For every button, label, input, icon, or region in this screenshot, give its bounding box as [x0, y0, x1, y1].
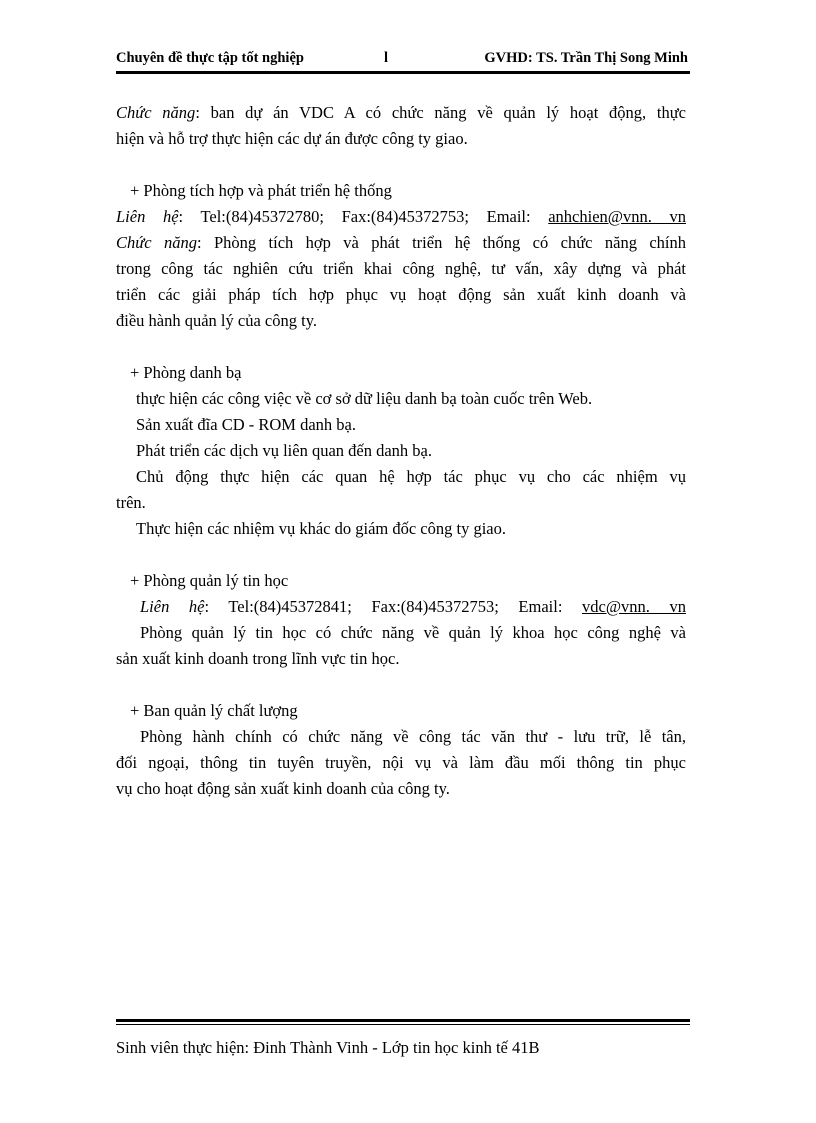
function-label: Chức năng: [116, 103, 196, 122]
directory-line-4b: trên.: [116, 493, 146, 512]
footer-rule-thin: [116, 1024, 690, 1025]
function-label: Chức năng: [116, 233, 197, 252]
directory-line-1: thực hiện các công việc về cơ sở dữ liệu danh bạ toàn cuốc trên Web.: [136, 389, 593, 408]
it-management-line-1: Phòng quản lý tin học có chức năng về quản lý khoa học công nghệ và: [140, 623, 686, 642]
document-body: [116, 100, 686, 802]
contact-line-integration: Liên hệ: Tel:(84)45372780; Fax:(84)45372753; Email: anhchien@vnn. vn: [116, 207, 686, 226]
it-management-line-2: sản xuất kinh doanh trong lĩnh vực tin học.: [116, 649, 400, 668]
page-footer: [116, 1038, 690, 1058]
section-title-quality: + Ban quản lý chất lượng: [130, 701, 298, 720]
contact-label: Liên hệ: [140, 597, 205, 616]
header-separator: l: [384, 50, 389, 66]
directory-line-3: Phát triển các dịch vụ liên quan đến danh bạ.: [136, 441, 432, 460]
footer-student-info: Sinh viên thực hiện: Đinh Thành Vinh - Lớp tin học kinh tế 41B: [116, 1038, 540, 1057]
directory-line-4: Chủ động thực hiện các quan hệ hợp tác phục vụ cho các nhiệm vụ: [136, 467, 686, 486]
page-header: [116, 48, 690, 70]
quality-line-3: vụ cho hoạt động sản xuất kinh doanh của công ty.: [116, 779, 450, 798]
section-title-directory: + Phòng danh bạ: [130, 363, 242, 382]
contact-label: Liên hệ: [116, 207, 179, 226]
quality-line-1: Phòng hành chính có chức năng về công tác văn thư - lưu trữ, lễ tân,: [140, 727, 686, 746]
directory-line-5: Thực hiện các nhiệm vụ khác do giám đốc công ty giao.: [136, 519, 506, 538]
directory-line-2: Sản xuất đĩa CD - ROM danh bạ.: [136, 415, 356, 434]
function-line-3: triển các giải pháp tích hợp phục vụ hoạt động sản xuất kinh doanh và: [116, 285, 686, 304]
function-line-1: Chức năng: Phòng tích hợp và phát triển hệ thống có chức năng chính: [116, 233, 687, 252]
contact-line-it-management: Liên hệ: Tel:(84)45372841; Fax:(84)45372753; Email: vdc@vnn. vn: [140, 597, 686, 616]
quality-line-2: đối ngoại, thông tin tuyên truyền, nội vụ và làm đầu mối thông tin phục: [116, 753, 686, 772]
header-rule: [116, 71, 690, 74]
email-link-vdc[interactable]: vdc@vnn. vn: [582, 597, 686, 616]
function-line-2: trong công tác nghiên cứu triển khai công nghệ, tư vấn, xây dựng và phát: [116, 259, 686, 278]
intro-line-1: Chức năng: ban dự án VDC A có chức năng về quản lý hoạt động, thực: [116, 103, 686, 122]
section-title-integration: + Phòng tích hợp và phát triển hệ thống: [130, 181, 392, 200]
function-line-4: điều hành quản lý của công ty.: [116, 311, 317, 330]
header-advisor: GVHD: TS. Trần Thị Song Minh: [484, 50, 688, 66]
email-link-anhchien[interactable]: anhchien@vnn. vn: [548, 207, 686, 226]
intro-line-2: hiện và hỗ trợ thực hiện các dự án được công ty giao.: [116, 129, 468, 148]
footer-rule-thick: [116, 1019, 690, 1022]
header-title: Chuyên đề thực tập tốt nghiệp: [116, 50, 304, 66]
section-title-it-management: + Phòng quản lý tin học: [130, 571, 289, 590]
